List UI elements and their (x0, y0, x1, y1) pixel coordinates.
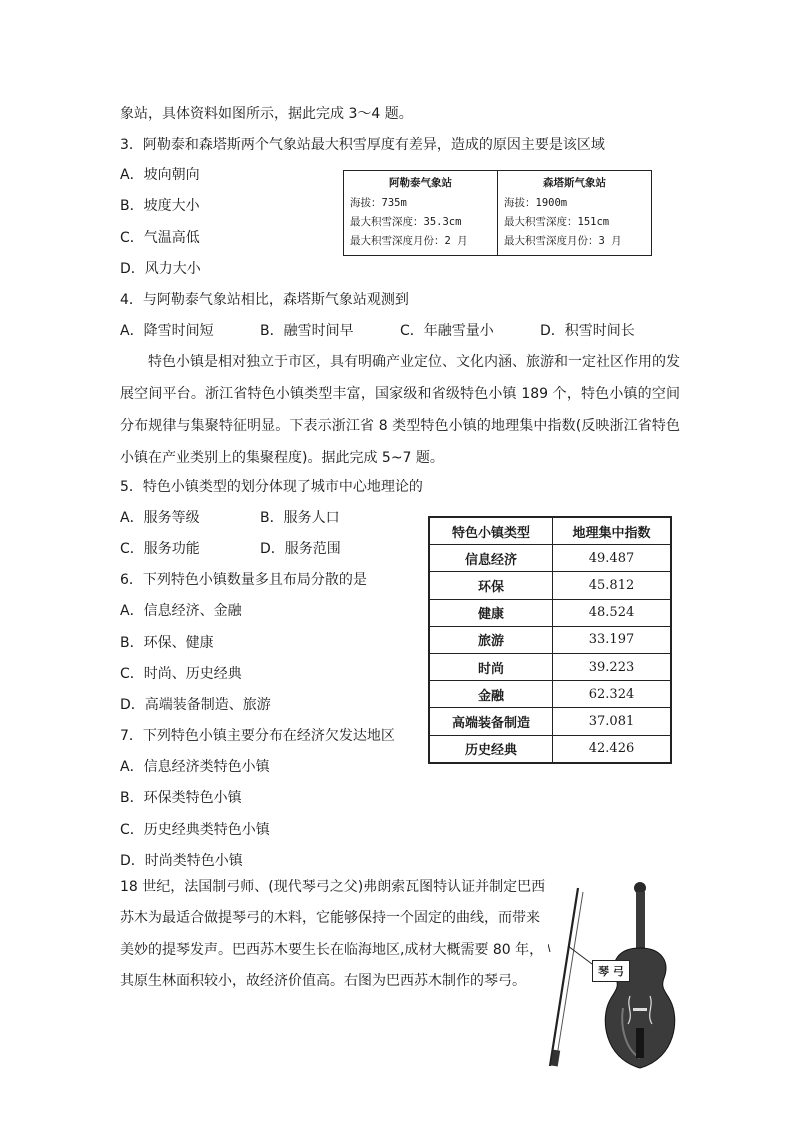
q3-option-c: C．气温高低 (120, 230, 200, 246)
violin-neck (636, 892, 645, 950)
concentration-index: 37.081 (553, 708, 672, 735)
town-type: 旅游 (429, 626, 553, 653)
passage-towns: 特色小镇是相对独立于市区，具有明确产业定位、文化内涵、旅游和一定社区作用的发展空间平台。浙江省特色小镇类型丰富，国家级和省级特色小镇 189 个，特色小镇的空间分布规律与集聚特征明显。下表示浙江省 8 类型特色小镇的地理集中指数(反映浙江省特色小镇在产业类别上的集聚程度)。据此完成 5~7 题。 (120, 354, 680, 466)
station-max-snow-depth: 最大积雪深度：151cm (504, 216, 610, 228)
q4-option-c: C．年融雪量小 (400, 323, 494, 339)
q3-option-a: A．坡向朝向 (120, 167, 200, 183)
violin-bridge (633, 1008, 647, 1011)
q6-option-a: A．信息经济、金融 (120, 603, 242, 619)
side-tick (548, 944, 550, 952)
q6-option-d: D．高端装备制造、旅游 (120, 697, 271, 713)
q6-stem: 6．下列特色小镇数量多且布局分散的是 (120, 572, 367, 588)
town-type: 时尚 (429, 653, 553, 680)
bow-label: 琴 弓 (592, 960, 630, 982)
bow-hair (557, 892, 583, 1056)
concentration-index: 48.524 (553, 599, 672, 626)
concentration-index: 62.324 (553, 681, 672, 708)
q7-option-d: D．时尚类特色小镇 (120, 853, 243, 869)
table-row (429, 572, 671, 599)
concentration-index: 42.426 (553, 735, 672, 763)
weather-station-table (343, 170, 652, 256)
intro-tail: 象站，具体资料如图所示，据此完成 3～4 题。 (120, 106, 413, 122)
violin-passage-line-3: 美妙的提琴发声。巴西苏木要生长在临海地区,成材大概需要 80 年， (120, 942, 544, 958)
concentration-index: 33.197 (553, 626, 672, 653)
q5-option-d: D．服务范围 (260, 541, 341, 557)
town-type: 环保 (429, 572, 553, 599)
q7-stem: 7．下列特色小镇主要分布在经济欠发达地区 (120, 728, 395, 744)
q3-option-d: D．风力大小 (120, 261, 201, 277)
q5-option-a: A．服务等级 (120, 510, 200, 526)
station-name: 森塔斯气象站 (543, 177, 606, 189)
station-max-snow-month: 最大积雪深度月份：2 月 (350, 235, 468, 247)
q5-option-b: B．服务人口 (260, 510, 340, 526)
town-type: 金融 (429, 681, 553, 708)
station-max-snow-depth: 最大积雪深度：35.3cm (350, 216, 462, 228)
town-concentration-table (428, 516, 672, 764)
q4-stem: 4．与阿勒泰气象站相比，森塔斯气象站观测到 (120, 292, 409, 308)
table-row (429, 708, 671, 735)
q7-option-a: A．信息经济类特色小镇 (120, 759, 270, 775)
q6-option-b: B．环保、健康 (120, 635, 214, 651)
station-elevation: 海拔：735m (350, 197, 407, 209)
table-row (429, 681, 671, 708)
town-type: 健康 (429, 599, 553, 626)
station-sentas (497, 171, 651, 255)
table-row (429, 626, 671, 653)
concentration-index: 49.487 (553, 545, 672, 572)
q4-option-b: B．融雪时间早 (260, 323, 354, 339)
town-type: 高端装备制造 (429, 708, 553, 735)
table-row (429, 545, 671, 572)
q5-stem: 5．特色小镇类型的划分体现了城市中心地理论的 (120, 479, 423, 495)
station-elevation: 海拔：1900m (504, 197, 568, 209)
violin-passage-line-2: 苏木为最适合做提琴弓的木料，它能够保持一个固定的曲线，而带来 (120, 910, 540, 926)
q3-option-b: B．坡度大小 (120, 198, 200, 214)
q5-option-c: C．服务功能 (120, 541, 200, 557)
q7-option-b: B．环保类特色小镇 (120, 790, 242, 806)
q3-stem: 3．阿勒泰和森塔斯两个气象站最大积雪厚度有差异，造成的原因主要是该区域 (120, 137, 605, 153)
header-town-type: 特色小镇类型 (429, 517, 553, 545)
violin-tailpiece (636, 1028, 644, 1058)
town-type: 信息经济 (429, 545, 553, 572)
q4-option-d: D．积雪时间长 (540, 323, 635, 339)
violin-passage-line-4: 其原生林面积较小，故经济价值高。右图为巴西苏木制作的琴弓。 (120, 973, 526, 989)
concentration-index: 45.812 (553, 572, 672, 599)
concentration-index: 39.223 (553, 653, 672, 680)
bow-stick (550, 888, 578, 1066)
table-header-row (429, 517, 671, 545)
header-concentration-index: 地理集中指数 (553, 517, 672, 545)
q4-option-a: A．降雪时间短 (120, 323, 214, 339)
q6-option-c: C．时尚、历史经典 (120, 666, 242, 682)
town-type: 历史经典 (429, 735, 553, 763)
station-name: 阿勒泰气象站 (389, 177, 452, 189)
table-row (429, 735, 671, 763)
q7-option-c: C．历史经典类特色小镇 (120, 822, 270, 838)
table-row (429, 599, 671, 626)
station-altay (344, 171, 497, 255)
station-max-snow-month: 最大积雪深度月份：3 月 (504, 235, 622, 247)
table-row (429, 653, 671, 680)
violin-passage-line-1: 18 世纪，法国制弓师、(现代琴弓之父)弗朗索瓦图特认证并制定巴西 (120, 879, 546, 895)
